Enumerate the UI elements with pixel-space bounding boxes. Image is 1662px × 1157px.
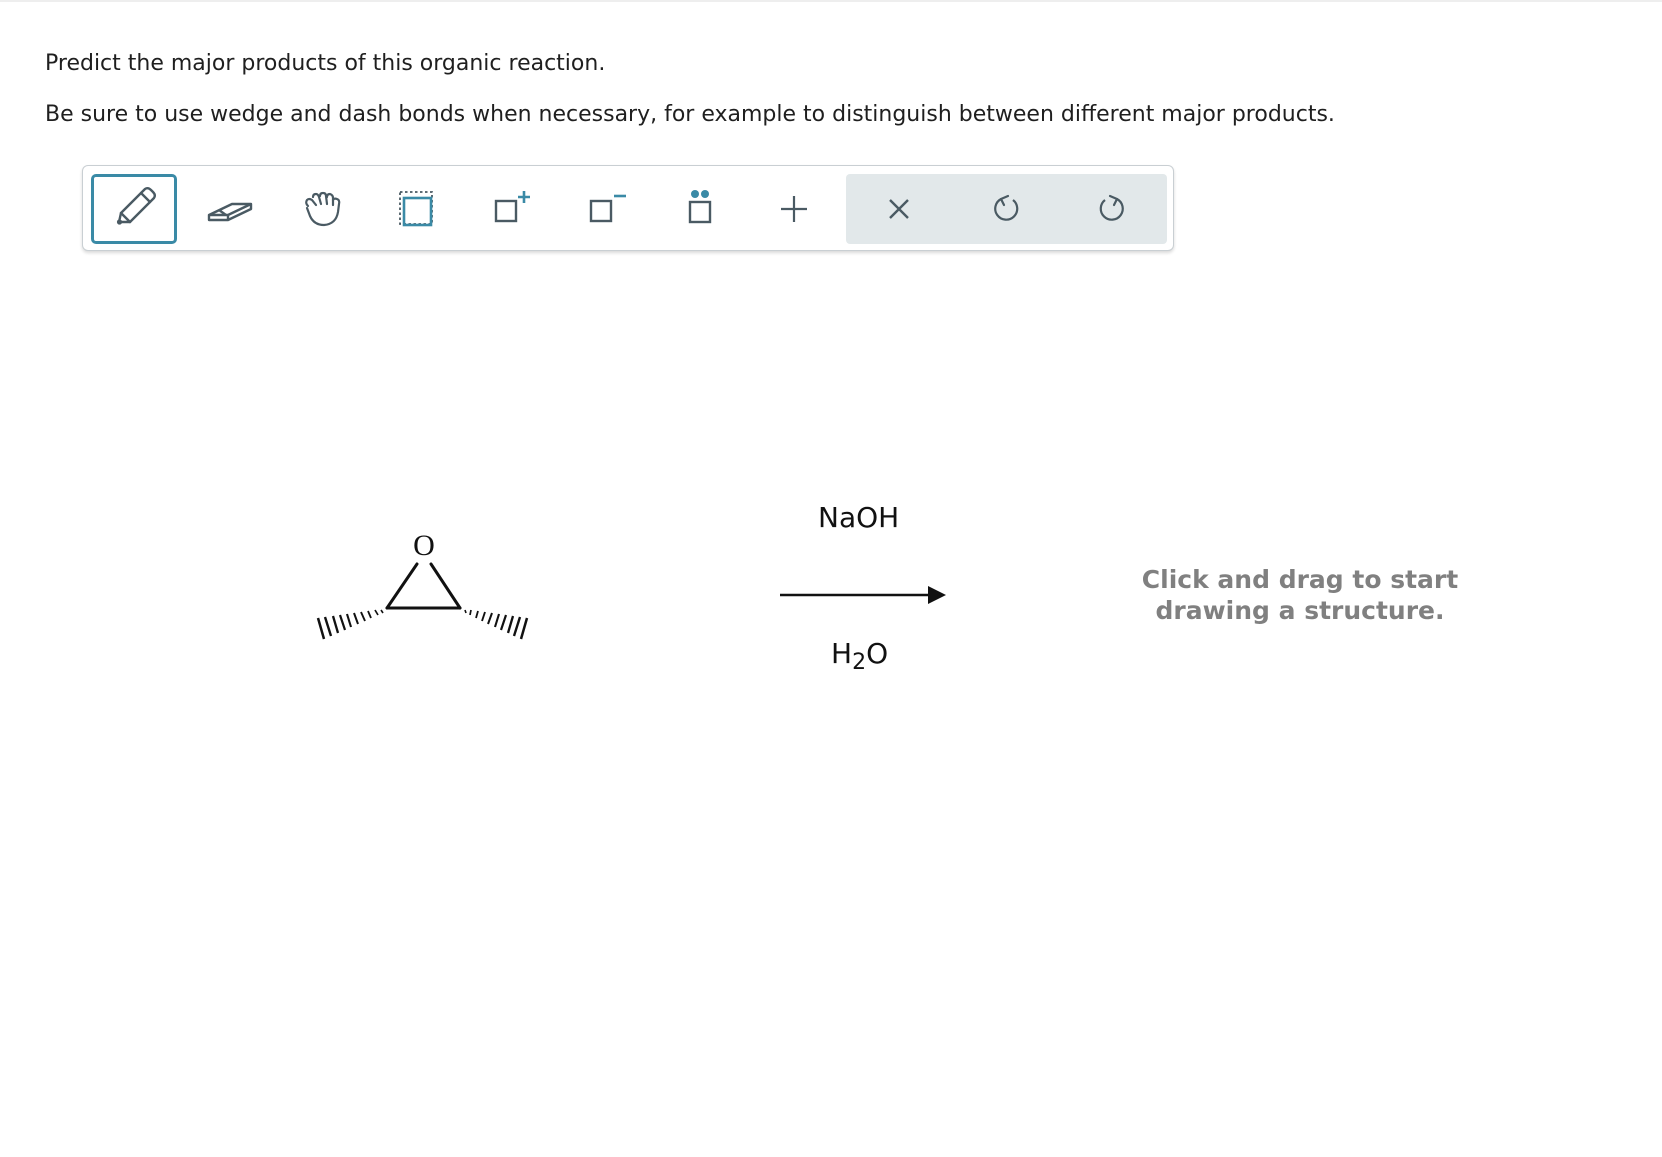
- canvas-hint-line-2: drawing a structure.: [1155, 596, 1445, 625]
- positive-charge-icon: [484, 182, 538, 236]
- lone-pair-icon: [673, 182, 727, 236]
- redo-button[interactable]: [1069, 174, 1155, 244]
- question-instructions: Be sure to use wedge and dash bonds when necessary, for example to distinguish between different major products.: [45, 102, 1335, 127]
- eraser-icon: [202, 182, 256, 236]
- move-tool-button[interactable]: [280, 174, 366, 244]
- eraser-tool-button[interactable]: [186, 174, 272, 244]
- negative-charge-tool-button[interactable]: [563, 174, 649, 244]
- oxygen-atom-label: O: [413, 529, 435, 562]
- reagent-h-label: H: [831, 637, 853, 670]
- select-box-icon: [390, 182, 444, 236]
- reagent-above-arrow: NaOH: [818, 501, 900, 534]
- lone-pair-tool-button[interactable]: [657, 174, 743, 244]
- hand-icon: [296, 182, 350, 236]
- drawing-toolbar: [82, 165, 1174, 251]
- action-button-group: [846, 174, 1167, 244]
- top-divider: [0, 0, 1662, 2]
- redo-icon: [1085, 182, 1139, 236]
- undo-button[interactable]: [963, 174, 1049, 244]
- reagent-o-label: O: [866, 637, 889, 670]
- negative-charge-icon: [579, 182, 633, 236]
- pencil-tool-button[interactable]: [91, 174, 177, 244]
- canvas-hint-line-1: Click and drag to start: [1141, 565, 1459, 594]
- pencil-icon: [107, 182, 161, 236]
- plus-icon: [767, 182, 821, 236]
- drawing-canvas[interactable]: [0, 260, 1662, 1157]
- canvas-hint-text[interactable]: [1100, 564, 1500, 626]
- undo-icon: [979, 182, 1033, 236]
- clear-button[interactable]: [856, 174, 942, 244]
- reagent-subscript: 2: [852, 650, 867, 675]
- positive-charge-tool-button[interactable]: [468, 174, 554, 244]
- select-tool-button[interactable]: [374, 174, 460, 244]
- close-icon: [872, 182, 926, 236]
- add-arrow-tool-button[interactable]: [751, 174, 837, 244]
- question-text: Predict the major products of this organic reaction.: [45, 51, 606, 76]
